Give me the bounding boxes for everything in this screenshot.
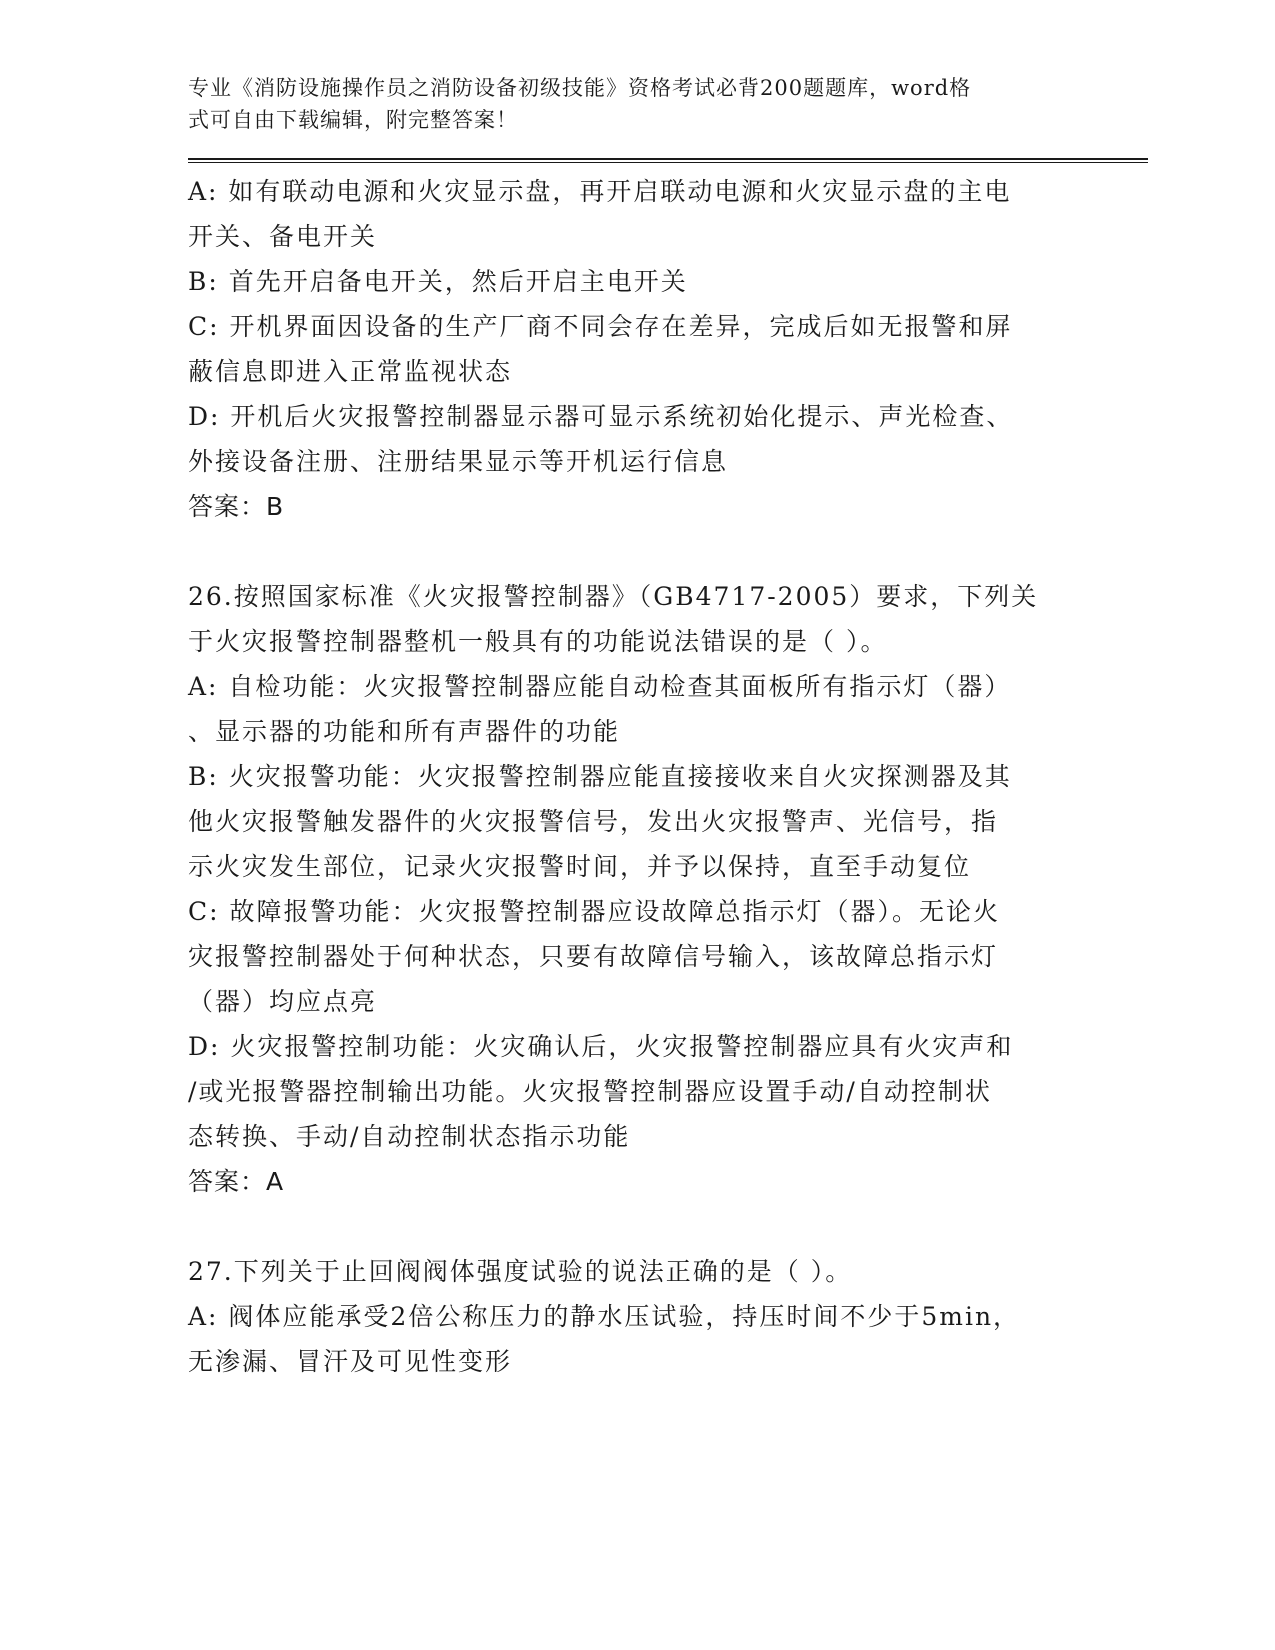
option-c-cont: 灾报警控制器处于何种状态，只要有故障信号输入，该故障总指示灯: [188, 942, 999, 971]
option-c-cont: 蔽信息即进入正常监视状态: [188, 357, 513, 386]
question-27: [188, 1249, 1078, 1384]
question-text: 26.按照国家标准《火灾报警控制器》（GB4717-2005）要求，下列关: [188, 582, 1039, 611]
header-line-2: 式可自由下载编辑，附完整答案！: [188, 108, 518, 132]
answer-label: 答案：B: [188, 492, 285, 521]
spacer: [188, 529, 1078, 574]
option-a: A: 阀体应能承受2倍公称压力的静水压试验，持压时间不少于5min，: [188, 1302, 1021, 1331]
option-b-cont: 他火灾报警触发器件的火灾报警信号，发出火灾报警声、光信号，指: [188, 807, 999, 836]
question-text: 27.下列关于止回阀阀体强度试验的说法正确的是（ ）。: [188, 1257, 853, 1286]
question-26: [188, 574, 1078, 1204]
option-c-cont-2: （器）均应点亮: [188, 987, 378, 1016]
document-header: [188, 72, 1108, 136]
option-b: B: 火灾报警功能：火灾报警控制器应能直接接收来自火灾探测器及其: [188, 762, 1012, 791]
option-c: C: 故障报警功能：火灾报警控制器应设故障总指示灯（器）。无论火: [188, 897, 1001, 926]
option-b: B: 首先开启备电开关，然后开启主电开关: [188, 267, 688, 296]
document-body: [188, 169, 1078, 1384]
option-a-cont: 开关、备电开关: [188, 222, 378, 251]
question-text-cont: 于火灾报警控制器整机一般具有的功能说法错误的是（ ）。: [188, 627, 888, 656]
answer-label: 答案：A: [188, 1167, 285, 1196]
option-a-cont: 无渗漏、冒汗及可见性变形: [188, 1347, 513, 1376]
header-line-1: 专业《消防设施操作员之消防设备初级技能》资格考试必背200题题库，word格: [188, 76, 972, 100]
option-a-cont: 、显示器的功能和所有声器件的功能: [188, 717, 621, 746]
spacer: [188, 1204, 1078, 1249]
option-d: D: 火灾报警控制功能：火灾确认后，火灾报警控制器应具有火灾声和: [188, 1032, 1014, 1061]
option-d-cont: /或光报警器控制输出功能。火灾报警控制器应设置手动/自动控制状: [188, 1077, 992, 1106]
option-b-cont-2: 示火灾发生部位，记录火灾报警时间，并予以保持，直至手动复位: [188, 852, 972, 881]
option-a: A: 如有联动电源和火灾显示盘，再开启联动电源和火灾显示盘的主电: [188, 177, 1012, 206]
option-d-cont-2: 态转换、手动/自动控制状态指示功能: [188, 1122, 631, 1151]
option-d-cont: 外接设备注册、注册结果显示等开机运行信息: [188, 447, 729, 476]
option-a: A: 自检功能：火灾报警控制器应能自动检查其面板所有指示灯（器）: [188, 672, 1012, 701]
document-page: [188, 72, 1108, 1384]
option-d: D: 开机后火灾报警控制器显示器可显示系统初始化提示、声光检查、: [188, 402, 1014, 431]
header-divider: [188, 158, 1148, 163]
option-c: C: 开机界面因设备的生产厂商不同会存在差异，完成后如无报警和屏: [188, 312, 1013, 341]
question-25: [188, 169, 1078, 529]
